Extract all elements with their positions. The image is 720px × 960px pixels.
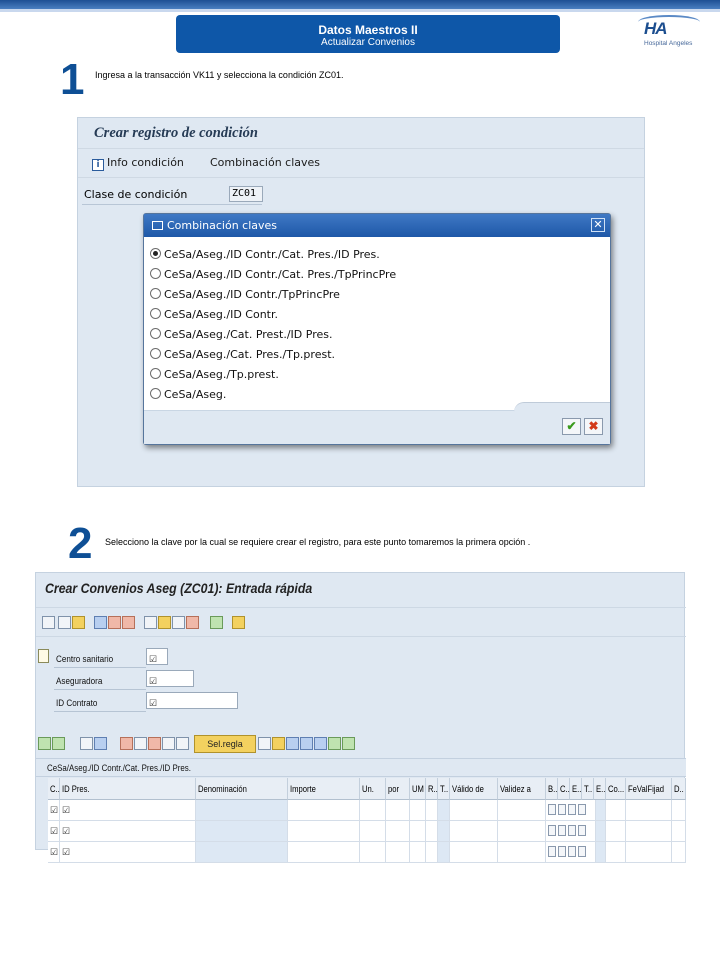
flag-checkboxes[interactable] (546, 800, 596, 821)
co-cell[interactable] (606, 800, 626, 821)
option-label: CeSa/Aseg. (164, 388, 227, 401)
column-header[interactable]: Válido de (450, 778, 498, 800)
refresh-icon[interactable] (94, 737, 107, 750)
dialog-header (144, 214, 610, 237)
id-pres-cell[interactable]: ☑ (60, 800, 196, 821)
field-underline (54, 689, 146, 690)
column-header[interactable]: Co... (606, 778, 626, 800)
co-cell[interactable] (606, 842, 626, 863)
d-cell[interactable] (672, 800, 686, 821)
column-header[interactable]: R.. (426, 778, 438, 800)
radio-option-4[interactable] (150, 308, 278, 321)
step-number-2: 2 (68, 519, 93, 568)
column-header[interactable]: C.. (48, 778, 60, 800)
find-in-table-icon[interactable] (286, 737, 299, 750)
e-cell (596, 842, 606, 863)
e-cell (596, 800, 606, 821)
fixed-date-cell[interactable] (626, 800, 672, 821)
um-cell[interactable] (410, 821, 426, 842)
per-cell[interactable] (386, 800, 410, 821)
banner-title: Datos Maestros II (318, 23, 418, 37)
info-condition-button[interactable] (92, 156, 184, 171)
option-label: CeSa/Aseg./ID Contr. (164, 308, 279, 321)
key-combination-dialog (143, 213, 611, 445)
sap-screen-quick-entry (35, 572, 685, 857)
cancel-icon[interactable]: ✖ (584, 418, 603, 435)
id-pres-cell[interactable]: ☑ (60, 842, 196, 863)
t-cell (438, 821, 450, 842)
option-label: CeSa/Aseg./ID Contr./Cat. Pres./TpPrincPre (164, 268, 397, 281)
valid-from-cell[interactable] (450, 800, 498, 821)
id-pres-cell[interactable]: ☑ (60, 821, 196, 842)
key-combination-button[interactable]: Combinación claves (210, 156, 321, 169)
document-icon (38, 649, 49, 663)
valid-from-cell[interactable] (450, 842, 498, 863)
top-accent-line (0, 9, 720, 12)
radio-option-2[interactable] (150, 268, 396, 281)
info-icon: i (92, 159, 104, 171)
footer-curve (514, 402, 610, 412)
valid-to-cell[interactable] (498, 800, 546, 821)
denomination-cell (196, 842, 288, 863)
radio-icon[interactable] (150, 328, 161, 339)
option-label: CeSa/Aseg./Cat. Pres./Tp.prest. (164, 348, 336, 361)
r-cell[interactable] (426, 821, 438, 842)
sort-ascending-icon[interactable] (328, 737, 341, 750)
copy-icon[interactable] (94, 616, 107, 629)
field-underline (54, 711, 146, 712)
condition-type-label: Clase de condición (84, 188, 188, 201)
bookmark-icon[interactable] (72, 616, 85, 629)
logo-text: Hospital Angeles (644, 40, 693, 47)
radio-icon[interactable] (150, 388, 161, 399)
fixed-date-cell[interactable] (626, 821, 672, 842)
deselect-all-icon[interactable] (52, 737, 65, 750)
banner-subtitle: Actualizar Convenios (321, 37, 415, 48)
um-cell[interactable] (410, 800, 426, 821)
insurer-field[interactable] (146, 670, 194, 687)
step-number-1: 1 (60, 55, 85, 104)
column-header[interactable]: UM (410, 778, 426, 800)
denomination-cell (196, 821, 288, 842)
key-combination-text: CeSa/Aseg./ID Contr./Cat. Pres./ID Pres. (47, 763, 191, 773)
top-accent-bar (0, 0, 720, 9)
dialog-title: Combinación claves (167, 219, 278, 232)
row-check-cell[interactable]: ☑ (48, 842, 60, 863)
column-header[interactable]: FeValFijad (626, 778, 672, 800)
flag-checkboxes[interactable] (546, 842, 596, 863)
check-icon[interactable]: ✔ (562, 418, 581, 435)
column-header[interactable]: T.. (582, 778, 594, 800)
column-header[interactable]: Denominación (196, 778, 288, 800)
t-cell (438, 800, 450, 821)
radio-option-7[interactable] (150, 368, 279, 381)
radio-selected-icon[interactable] (150, 248, 161, 259)
column-header[interactable]: D.. (672, 778, 686, 800)
valid-from-cell[interactable] (450, 821, 498, 842)
r-cell[interactable] (426, 842, 438, 863)
find-next-icon[interactable] (300, 737, 313, 750)
per-cell[interactable] (386, 821, 410, 842)
printer-icon[interactable] (42, 616, 55, 629)
copy-row-icon[interactable] (120, 737, 133, 750)
valid-to-cell[interactable] (498, 842, 546, 863)
step-text-1: Ingresa a la transacción VK11 y selecciona la condición ZC01. (95, 70, 344, 80)
radio-option-6[interactable] (150, 348, 335, 361)
row-check-cell[interactable]: ☑ (48, 800, 60, 821)
find-icon[interactable] (58, 616, 71, 629)
radio-icon[interactable] (150, 308, 161, 319)
application-toolbar (36, 607, 686, 637)
screen-title: Crear Convenios Aseg (ZC01): Entrada rápida (45, 580, 313, 596)
r-cell[interactable] (426, 800, 438, 821)
key-combination-bar (36, 758, 686, 777)
column-header[interactable]: T.. (438, 778, 450, 800)
dialog-footer (144, 410, 610, 444)
tools-icon[interactable] (186, 616, 199, 629)
radio-icon[interactable] (150, 368, 161, 379)
row-check-cell[interactable]: ☑ (48, 821, 60, 842)
health-center-field[interactable] (146, 648, 168, 665)
radio-icon[interactable] (150, 288, 161, 299)
d-cell[interactable] (672, 821, 686, 842)
sap-screen-create-condition (77, 117, 645, 487)
logo-mark: HA (644, 19, 667, 38)
radio-option-8[interactable] (150, 388, 226, 401)
filter-icon[interactable] (314, 737, 327, 750)
label-underline (82, 204, 262, 205)
valid-to-cell[interactable] (498, 821, 546, 842)
condition-type-field[interactable]: ZC01 (229, 186, 263, 202)
option-label: CeSa/Aseg./Cat. Prest./ID Pres. (164, 328, 333, 341)
tree-icon[interactable] (122, 616, 135, 629)
per-cell[interactable] (386, 842, 410, 863)
contract-id-label: ID Contrato (56, 698, 98, 708)
close-icon[interactable]: ✕ (591, 218, 605, 232)
unit-cell[interactable] (360, 821, 386, 842)
column-header[interactable]: Importe (288, 778, 360, 800)
insert-row-icon[interactable] (80, 737, 93, 750)
column-header[interactable]: ID Pres. (60, 778, 196, 800)
hospital-logo (636, 15, 706, 51)
field-underline (54, 667, 146, 668)
fixed-date-cell[interactable] (626, 842, 672, 863)
checkmark: ☑ (149, 676, 158, 686)
unit-cell[interactable] (360, 842, 386, 863)
info-condition-label: Info condición (107, 156, 184, 169)
select-rule-button[interactable]: Sel.regla (194, 735, 256, 753)
checkmark: ☑ (149, 698, 158, 708)
application-toolbar (78, 148, 644, 178)
e-cell (596, 821, 606, 842)
screen-title: Crear registro de condición (94, 125, 258, 141)
health-center-label: Centro sanitario (56, 654, 114, 664)
option-label: CeSa/Aseg./Tp.prest. (164, 368, 279, 381)
amount-cell[interactable] (288, 821, 360, 842)
denomination-cell (196, 800, 288, 821)
insurer-label: Aseguradora (56, 676, 103, 686)
select-all-icon[interactable] (38, 737, 51, 750)
hierarchy-icon[interactable] (158, 616, 171, 629)
contract-id-field[interactable] (146, 692, 238, 709)
t-cell (438, 842, 450, 863)
title-banner (176, 15, 560, 53)
d-cell[interactable] (672, 842, 686, 863)
edit-icon[interactable] (172, 616, 185, 629)
column-header[interactable]: E.. (570, 778, 582, 800)
radio-option-3[interactable] (150, 288, 340, 301)
info-icon[interactable] (144, 616, 157, 629)
column-header[interactable]: Validez a (498, 778, 546, 800)
column-header[interactable]: C.. (558, 778, 570, 800)
co-cell[interactable] (606, 821, 626, 842)
document-arrow-icon[interactable] (232, 616, 245, 629)
unit-cell[interactable] (360, 800, 386, 821)
step-text-2: Selecciono la clave por la cual se requiere crear el registro, para este punto tomaremos la primera opción . (105, 537, 531, 547)
column-header[interactable]: Un. (360, 778, 386, 800)
column-header[interactable]: E.. (594, 778, 606, 800)
amount-cell[interactable] (288, 800, 360, 821)
radio-option-1[interactable] (150, 248, 380, 261)
details-row-icon[interactable] (176, 737, 189, 750)
amount-cell[interactable] (288, 842, 360, 863)
window-icon (152, 221, 163, 230)
sort-descending-icon[interactable] (342, 737, 355, 750)
paste-icon[interactable] (162, 737, 175, 750)
radio-option-5[interactable] (150, 328, 332, 341)
details-icon[interactable] (108, 616, 121, 629)
option-label: CeSa/Aseg./ID Contr./Cat. Pres./ID Pres. (164, 248, 380, 261)
radio-icon[interactable] (150, 348, 161, 359)
column-header[interactable]: por (386, 778, 410, 800)
column-header[interactable]: B.. (546, 778, 558, 800)
edit-document-icon[interactable] (272, 737, 285, 750)
um-cell[interactable] (410, 842, 426, 863)
new-document-icon[interactable] (258, 737, 271, 750)
radio-icon[interactable] (150, 268, 161, 279)
delete-row-icon[interactable] (148, 737, 161, 750)
checkmark: ☑ (149, 654, 158, 664)
flag-checkboxes[interactable] (546, 821, 596, 842)
person-icon[interactable] (210, 616, 223, 629)
table-icon[interactable] (134, 737, 147, 750)
option-label: CeSa/Aseg./ID Contr./TpPrincPre (164, 288, 340, 301)
